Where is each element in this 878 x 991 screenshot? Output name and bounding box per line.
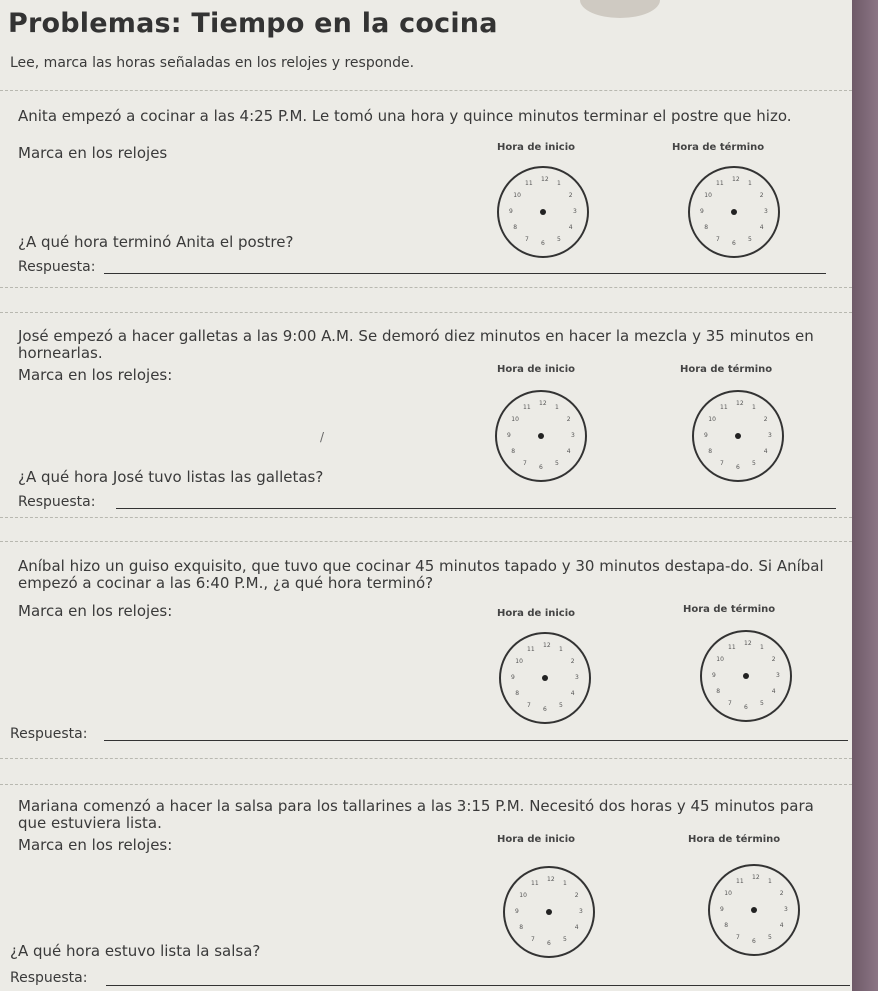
clock-number: 4 <box>570 690 575 697</box>
answer-label: Respuesta: <box>10 970 88 986</box>
clock-number: 6 <box>736 464 740 471</box>
clock-number: 12 <box>543 642 551 649</box>
clock-number: 12 <box>732 176 740 183</box>
problem-question: ¿A qué hora terminó Anita el postre? <box>18 233 294 251</box>
clock-number: 11 <box>531 880 539 888</box>
divider <box>0 758 852 759</box>
clock-number: 11 <box>716 180 724 188</box>
mark-instruction: Marca en los relojes: <box>18 366 173 384</box>
divider <box>0 541 852 542</box>
clock-number: 1 <box>768 878 772 886</box>
end-clock[interactable] <box>700 630 792 722</box>
clock-number: 5 <box>559 701 563 709</box>
clock-number: 8 <box>513 224 518 231</box>
start-time-label: Hora de inicio <box>497 364 576 375</box>
clock-number: 8 <box>716 688 721 695</box>
clock-number: 9 <box>720 906 724 913</box>
end-clock[interactable] <box>688 166 780 258</box>
clock-number: 7 <box>523 459 527 467</box>
problem-text: Mariana comenzó a hacer la salsa para los tallarines a las 3:15 P.M. Necesitó dos horas y 45 minutos para que estuviera lista. <box>18 797 814 832</box>
clock-number: 6 <box>541 240 545 247</box>
clock-number: 7 <box>736 933 740 941</box>
clock-number: 9 <box>509 208 513 215</box>
clock-number: 6 <box>539 464 543 471</box>
clock-number: 2 <box>574 892 579 899</box>
end-time-label: Hora de término <box>683 604 776 615</box>
clock-number: 1 <box>760 644 764 652</box>
clock-number: 7 <box>720 459 724 467</box>
clock-number: 1 <box>748 180 752 188</box>
clock-center <box>751 907 757 913</box>
clock-number: 5 <box>555 459 559 467</box>
eraser-object <box>580 0 660 18</box>
clock-number: 7 <box>527 701 531 709</box>
clock-number: 6 <box>752 938 756 945</box>
clock-number: 1 <box>557 180 561 188</box>
problem-text: Aníbal hizo un guiso exquisito, que tuvo que cocinar 45 minutos tapado y 30 minutos destapa-do. Si Aníbal empezó a cocinar a las 6:40 P.M., ¿a qué hora terminó? <box>18 557 824 592</box>
clock-number: 5 <box>748 235 752 243</box>
clock-number: 7 <box>728 699 732 707</box>
answer-label: Respuesta: <box>18 494 96 510</box>
problem-text: Anita empezó a cocinar a las 4:25 P.M. Le tomó una hora y quince minutos terminar el postre que hizo. <box>18 107 792 125</box>
clock-center <box>735 433 741 439</box>
clock-number: 5 <box>768 933 772 941</box>
clock-number: 12 <box>547 876 555 883</box>
start-time-label: Hora de inicio <box>497 142 576 153</box>
clock-number: 1 <box>559 646 563 654</box>
clock-number: 9 <box>511 674 515 681</box>
clock-number: 12 <box>736 400 744 407</box>
clock-number: 2 <box>568 192 573 199</box>
clock-number: 3 <box>784 906 788 913</box>
clock-number: 2 <box>759 192 764 199</box>
clock-number: 9 <box>507 432 511 439</box>
clock-center <box>542 675 548 681</box>
problem-text: José empezó a hacer galletas a las 9:00 A.M. Se demoró diez minutos en hacer la mezcla y 35 minutos en hornearlas. <box>18 327 814 362</box>
start-clock[interactable] <box>503 866 595 958</box>
clock-number: 2 <box>779 890 784 897</box>
end-clock[interactable] <box>692 390 784 482</box>
clock-number: 11 <box>527 646 535 654</box>
clock-number: 12 <box>539 400 547 407</box>
clock-number: 12 <box>541 176 549 183</box>
clock-center <box>540 209 546 215</box>
clock-number: 4 <box>759 224 764 231</box>
clock-number: 8 <box>704 224 709 231</box>
clock-number: 10 <box>716 656 724 663</box>
clock-number: 7 <box>531 935 535 943</box>
mark-instruction: Marca en los relojes <box>18 144 168 162</box>
answer-label: Respuesta: <box>18 259 96 275</box>
page-edge-background <box>852 0 878 991</box>
start-clock[interactable] <box>495 390 587 482</box>
clock-number: 2 <box>566 416 571 423</box>
problem-question: ¿A qué hora José tuvo listas las galletas? <box>18 468 324 486</box>
clock-number: 5 <box>752 459 756 467</box>
clock-number: 10 <box>515 658 523 665</box>
clock-number: 3 <box>571 432 575 439</box>
clock-number: 4 <box>566 448 571 455</box>
end-time-label: Hora de término <box>688 834 781 845</box>
clock-number: 12 <box>744 640 752 647</box>
clock-number: 9 <box>700 208 704 215</box>
clock-center <box>743 673 749 679</box>
answer-line[interactable] <box>104 273 826 274</box>
clock-center <box>538 433 544 439</box>
clock-number: 12 <box>752 874 760 881</box>
clock-number: 10 <box>513 192 521 199</box>
clock-number: 7 <box>525 235 529 243</box>
mark-instruction: Marca en los relojes: <box>18 836 173 854</box>
end-clock[interactable] <box>708 864 800 956</box>
clock-center <box>546 909 552 915</box>
clock-number: 1 <box>752 404 756 412</box>
end-time-label: Hora de término <box>672 142 765 153</box>
start-clock[interactable] <box>499 632 591 724</box>
clock-number: 5 <box>760 699 764 707</box>
clock-number: 2 <box>570 658 575 665</box>
clock-number: 3 <box>579 908 583 915</box>
clock-number: 11 <box>736 878 744 886</box>
clock-number: 10 <box>511 416 519 423</box>
clock-number: 3 <box>575 674 579 681</box>
clock-number: 3 <box>768 432 772 439</box>
clock-number: 8 <box>511 448 516 455</box>
clock-number: 9 <box>712 672 716 679</box>
clock-number: 1 <box>563 880 567 888</box>
clock-number: 6 <box>547 940 551 947</box>
clock-number: 2 <box>771 656 776 663</box>
clock-number: 11 <box>525 180 533 188</box>
clock-number: 4 <box>771 688 776 695</box>
divider <box>0 287 852 288</box>
clock-number: 10 <box>708 416 716 423</box>
clock-number: 11 <box>523 404 531 412</box>
clock-number: 8 <box>708 448 713 455</box>
divider <box>0 784 852 785</box>
divider <box>0 517 852 518</box>
clock-number: 10 <box>519 892 527 899</box>
start-clock[interactable] <box>497 166 589 258</box>
clock-number: 10 <box>724 890 732 897</box>
answer-line[interactable] <box>104 740 848 741</box>
answer-line[interactable] <box>106 985 850 986</box>
clock-number: 4 <box>779 922 784 929</box>
clock-number: 8 <box>519 924 524 931</box>
clock-number: 11 <box>720 404 728 412</box>
clock-number: 8 <box>515 690 520 697</box>
clock-number: 6 <box>732 240 736 247</box>
clock-number: 7 <box>716 235 720 243</box>
clock-number: 6 <box>744 704 748 711</box>
pencil-mark: / <box>320 430 325 444</box>
start-time-label: Hora de inicio <box>497 608 576 619</box>
start-time-label: Hora de inicio <box>497 834 576 845</box>
clock-number: 3 <box>776 672 780 679</box>
clock-number: 2 <box>763 416 768 423</box>
divider <box>0 312 852 313</box>
clock-number: 5 <box>557 235 561 243</box>
clock-number: 4 <box>763 448 768 455</box>
mark-instruction: Marca en los relojes: <box>18 602 173 620</box>
page-title: Problemas: Tiempo en la cocina <box>8 8 498 39</box>
clock-number: 6 <box>543 706 547 713</box>
clock-number: 9 <box>704 432 708 439</box>
clock-number: 3 <box>764 208 768 215</box>
clock-number: 5 <box>563 935 567 943</box>
end-time-label: Hora de término <box>680 364 773 375</box>
clock-number: 10 <box>704 192 712 199</box>
clock-center <box>731 209 737 215</box>
clock-number: 1 <box>555 404 559 412</box>
clock-number: 4 <box>568 224 573 231</box>
clock-number: 8 <box>724 922 729 929</box>
divider <box>0 90 852 91</box>
clock-number: 4 <box>574 924 579 931</box>
answer-label: Respuesta: <box>10 726 88 742</box>
problem-question: ¿A qué hora estuvo lista la salsa? <box>10 942 261 960</box>
answer-line[interactable] <box>116 508 836 509</box>
clock-number: 3 <box>573 208 577 215</box>
instructions: Lee, marca las horas señaladas en los relojes y responde. <box>10 55 415 71</box>
clock-number: 11 <box>728 644 736 652</box>
clock-number: 9 <box>515 908 519 915</box>
